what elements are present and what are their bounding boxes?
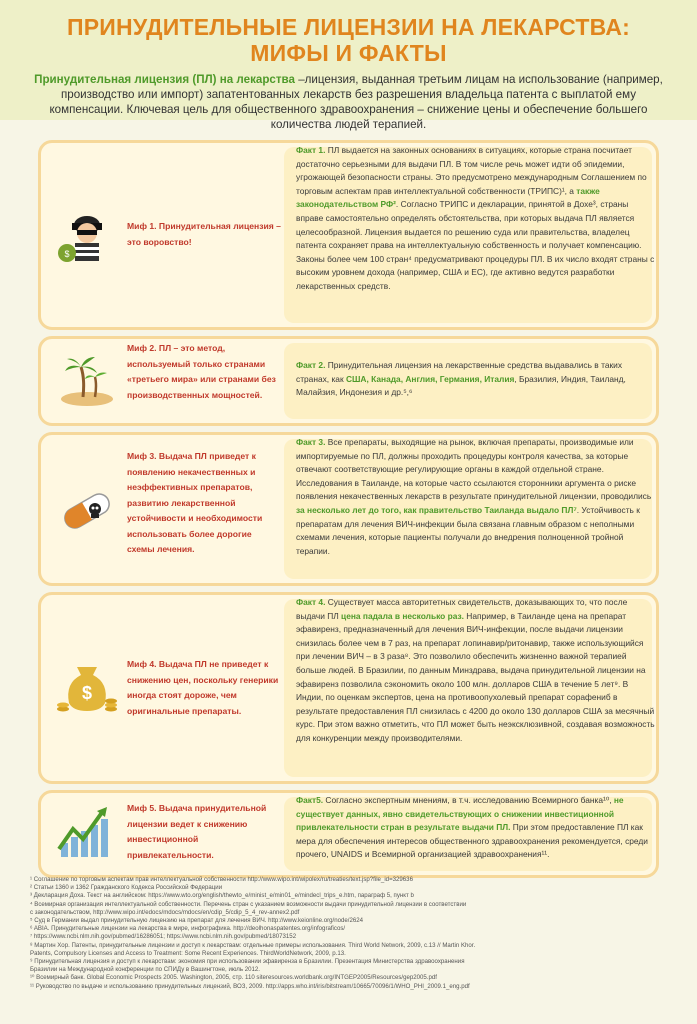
reference-item: ⁷ https://www.ncbi.nlm.nih.gov/pubmed/16286051; https://www.ncbi.nlm.nih.gov/pubmed/18073152 (30, 933, 297, 941)
fact-highlight: цена падала в несколько раз. (341, 610, 464, 621)
fact-text (296, 436, 656, 558)
growth-chart-icon (55, 799, 119, 863)
myth-text: Миф 1. Принудительная лицензия – это воровство! (127, 221, 281, 247)
intro-lead: Принудительная лицензия (ПЛ) на лекарства (34, 73, 295, 86)
title-line-1: ПРИНУДИТЕЛЬНЫЕ ЛИЦЕНЗИИ НА ЛЕКАРСТВА: (67, 14, 630, 40)
reference-item: ⁸ Мартин Хор. Патенты, принудительные лицензии и доступ к лекарствам: отдельные примеры использования. Third World Network, 2009, с.13 // Martin Khor. (30, 941, 476, 949)
myth-fact-card-4 (38, 592, 659, 784)
myth-text: Миф 5. Выдача принудительной лицензии ведет к снижению инвестиционной привлекательности. (127, 803, 267, 860)
money-bags-icon (55, 653, 119, 717)
svg-text:$: $ (81, 683, 93, 703)
fact-body-a: Все препараты, выходящие на рынок, включая препараты, производимые или импортируемые по ПЛ, должны проходить процедуры контроля качества, за которые отвечают соответствующие регулирующие органы в каждой отдельной стране. Исследования в Таиланде, на которые часто ссылаются сторонники аргумента о риске появления некачественных лекарств в результате принудительной лицензии, проводились (296, 437, 652, 502)
thief-icon (55, 203, 119, 267)
fact-highlight: за несколько лет до того, как правительство Таиланда выдало ПЛ⁷ (296, 504, 577, 515)
reference-item: ¹¹ Руководство по выдаче и использованию принудительных лицензий, ВОЗ, 2009. http://apps.who.int/iris/bitstream/10665/70096/1/WHO_PHI_2009.1_eng.pdf (30, 982, 470, 990)
reference-item: с законодательством, http://www.wipo.int/edocs/mdocs/mdocs/en/cdip_5/cdip_5_4_rev-annex2.pdf (30, 908, 300, 916)
fact-highlight: США, Канада, Англия, Германия, Италия (345, 373, 515, 384)
fact-text (296, 794, 656, 862)
fact-body-b: Например, в Таиланде цена на препарат эфавиренз, предназначенный для лечения ВИЧ-инфекции, после выдачи лицензии снизилась более чем в 7 раз, на препарат лопинавир/ритонавир, также использующийся при лечении ВИЧ – в 3 раза⁸. Это позволило обеспечить жизненно важной терапией больше людей. В Бразилии, по данным Минздрава, выдача принудительной лицензии на эфавиренз позволила сэкономить около 100 млн. долларов США в течение 5 лет⁹. В Индии, по оценкам экспертов, цена на противоопухолевый препарат сорафениб в результате предоставления ПЛ снизилась с 4200 до около 130 долларов США за месячный курс. При этом важно отметить, что ПЛ может быть неэксклюзивной, создавая возможность для конкуренции между производителями. (296, 610, 655, 743)
intro-text: –лицензия, выданная третьим лицам на использование (например, производство или импорт) запатентованных лекарств без разрешения владельца патента с выплатой ему компенсации. Ключевая цель для общественного здравоохранения – снижение цены и обеспечение большего количества людей терапией. (49, 73, 663, 131)
reference-item: ¹ Соглашение по торговым аспектам прав интеллектуальной собственности http://www.wipo.int/wipolex/ru/treaties/text.jsp?file_id=329636 (30, 876, 413, 883)
poison-pill-icon (55, 479, 119, 543)
fact-highlight: также законодательством РФ² (296, 185, 600, 210)
svg-text:$: $ (64, 249, 70, 259)
fact-text (296, 596, 656, 746)
reference-item: ¹⁰ Всемирный банк. Global Economic Prospects 2005. Washington, 2005, стр. 110 siteresources.worldbank.org/INTGEP2005/Resources/gep2005.pdf (30, 974, 437, 982)
reference-item: ³ Декларация Доха. Текст на английском: https://www.wto.org/english/thewto_e/minist_e/min01_e/mindecl_trips_e.htm, параграф 5, пункт b (30, 892, 414, 900)
reference-item: ⁴ Всемирная организация интеллектуальной собственности. Перечень стран с указанием возможности выдачи принудительной лицензии в соответствии (30, 900, 467, 908)
fact-body-a: Существует масса авторитетных свидетельств, доказывающих то, что после выдачи ПЛ (296, 597, 628, 621)
fact-body-b: При этом предоставление ПЛ как мера для обеспечения интересов общественного здравоохранения рекомендуется, среди прочего, UNAIDS и Всемирной организацией здравоохранения¹¹. (296, 822, 648, 860)
fact-text (296, 144, 656, 294)
references-list (30, 876, 670, 991)
fact-body-a: ПЛ выдается на законных основаниях в ситуациях, которые страна посчитает достаточно серьезными для выдачи ПЛ. В том числе речь может идти об эпидемии, угрожающей безопасности страны. Это предусмотрено международным Соглашением по торговым аспектам прав интеллектуальной собственности (ТРИПС)¹, а (296, 145, 647, 196)
myth-text: Миф 2. ПЛ – это метод, используемый только странами «третьего мира» или странами без производственных мощностей. (127, 343, 276, 400)
fact-body-b: . Устойчивость к препаратам для лечения ВИЧ-инфекции была связана главным образом с неполными схемами лечения, которые пациенты получали до внедрения полноценной тройной терапии. (296, 504, 640, 556)
title-line-2: МИФЫ И ФАКТЫ (250, 40, 447, 66)
fact-label: Факт 3. (296, 437, 326, 447)
fact-body-a: Принудительная лицензия на лекарственные средства выдавались в таких странах, как (296, 360, 623, 384)
fact-body-b: . Согласно ТРИПС и декларации, принятой в Дохе³, страны вправе самостоятельно определять обстоятельства, при которых выдача ПЛ является целесообразной. Лицензия выдается по решению суда или правительства, владелец патента сохраняет права на интеллектуальную собственность и получает компенсацию. Законы более чем 100 стран⁴ предусматривают процедуры ПЛ. В их число входят страны с высоким уровнем дохода (например, США и ЕС), где активно ведутся разработки лекарственных средств. (296, 199, 655, 291)
fact-text (296, 359, 656, 400)
reference-item: ⁶ ABIA. Принудительные лицензии на лекарства в мире, инфографика. http://deolhonaspatentes.org/infograficos/ (30, 925, 346, 933)
island-icon (55, 349, 119, 413)
fact-body-b: , Бразилия, Индия, Таиланд, Малайзия, Индонезия и др.⁵,⁶ (296, 373, 626, 398)
fact-label: Факт 2. (296, 360, 326, 370)
fact-label: Факт 4. (296, 597, 326, 607)
page-title (0, 14, 697, 66)
reference-item: ² Статьи 1360 и 1362 Гражданского Кодекса Российской Федерации (30, 884, 223, 892)
myth-text: Миф 4. Выдача ПЛ не приведет к снижению цен, поскольку генерики иногда стоят дороже, чем оригинальные препараты. (127, 659, 279, 716)
fact-label: Факт 1. (296, 145, 326, 155)
reference-item: Patents, Compulsory Licenses and Access to Treatment: Some Recent Experiences. ThirdWorldNetwork, 2009, p.13. (30, 949, 346, 957)
fact-label: Факт5. (296, 795, 324, 805)
fact-highlight: не существует данных, явно свидетельствующих о снижении инвестиционной привлекательности стран в результате выдачи ПЛ. (296, 795, 624, 833)
myth-fact-card-2 (38, 336, 659, 426)
fact-body-a: Согласно экспертным мнениям, в т.ч. исследованию Всемирного банка¹⁰, (323, 795, 614, 805)
myth-text: Миф 3. Выдача ПЛ приведет к появлению некачественных и неэффективных препаратов, развитию лекарственной устойчивости и необходимости использовать более дорогие схемы лечения. (127, 451, 263, 554)
intro-paragraph (26, 72, 671, 132)
myth-fact-card-3 (38, 432, 659, 586)
reference-item: Бразилии на Международной конференции по СПИДу в Вашингтоне, июль 2012. (30, 966, 260, 974)
reference-item: ⁹ Принудительная лицензия и доступ к лекарствам: экономия при использовании эфавиренза в Бразилии. Презентация Министерства здравоохранения (30, 958, 465, 966)
myth-fact-card-1 (38, 140, 659, 330)
reference-item: ⁵ Суд в Германии выдал принудительную лицензию на препарат для лечения ВИЧ. http://www.keionline.org/node/2624 (30, 917, 364, 925)
myth-fact-card-5 (38, 790, 659, 878)
